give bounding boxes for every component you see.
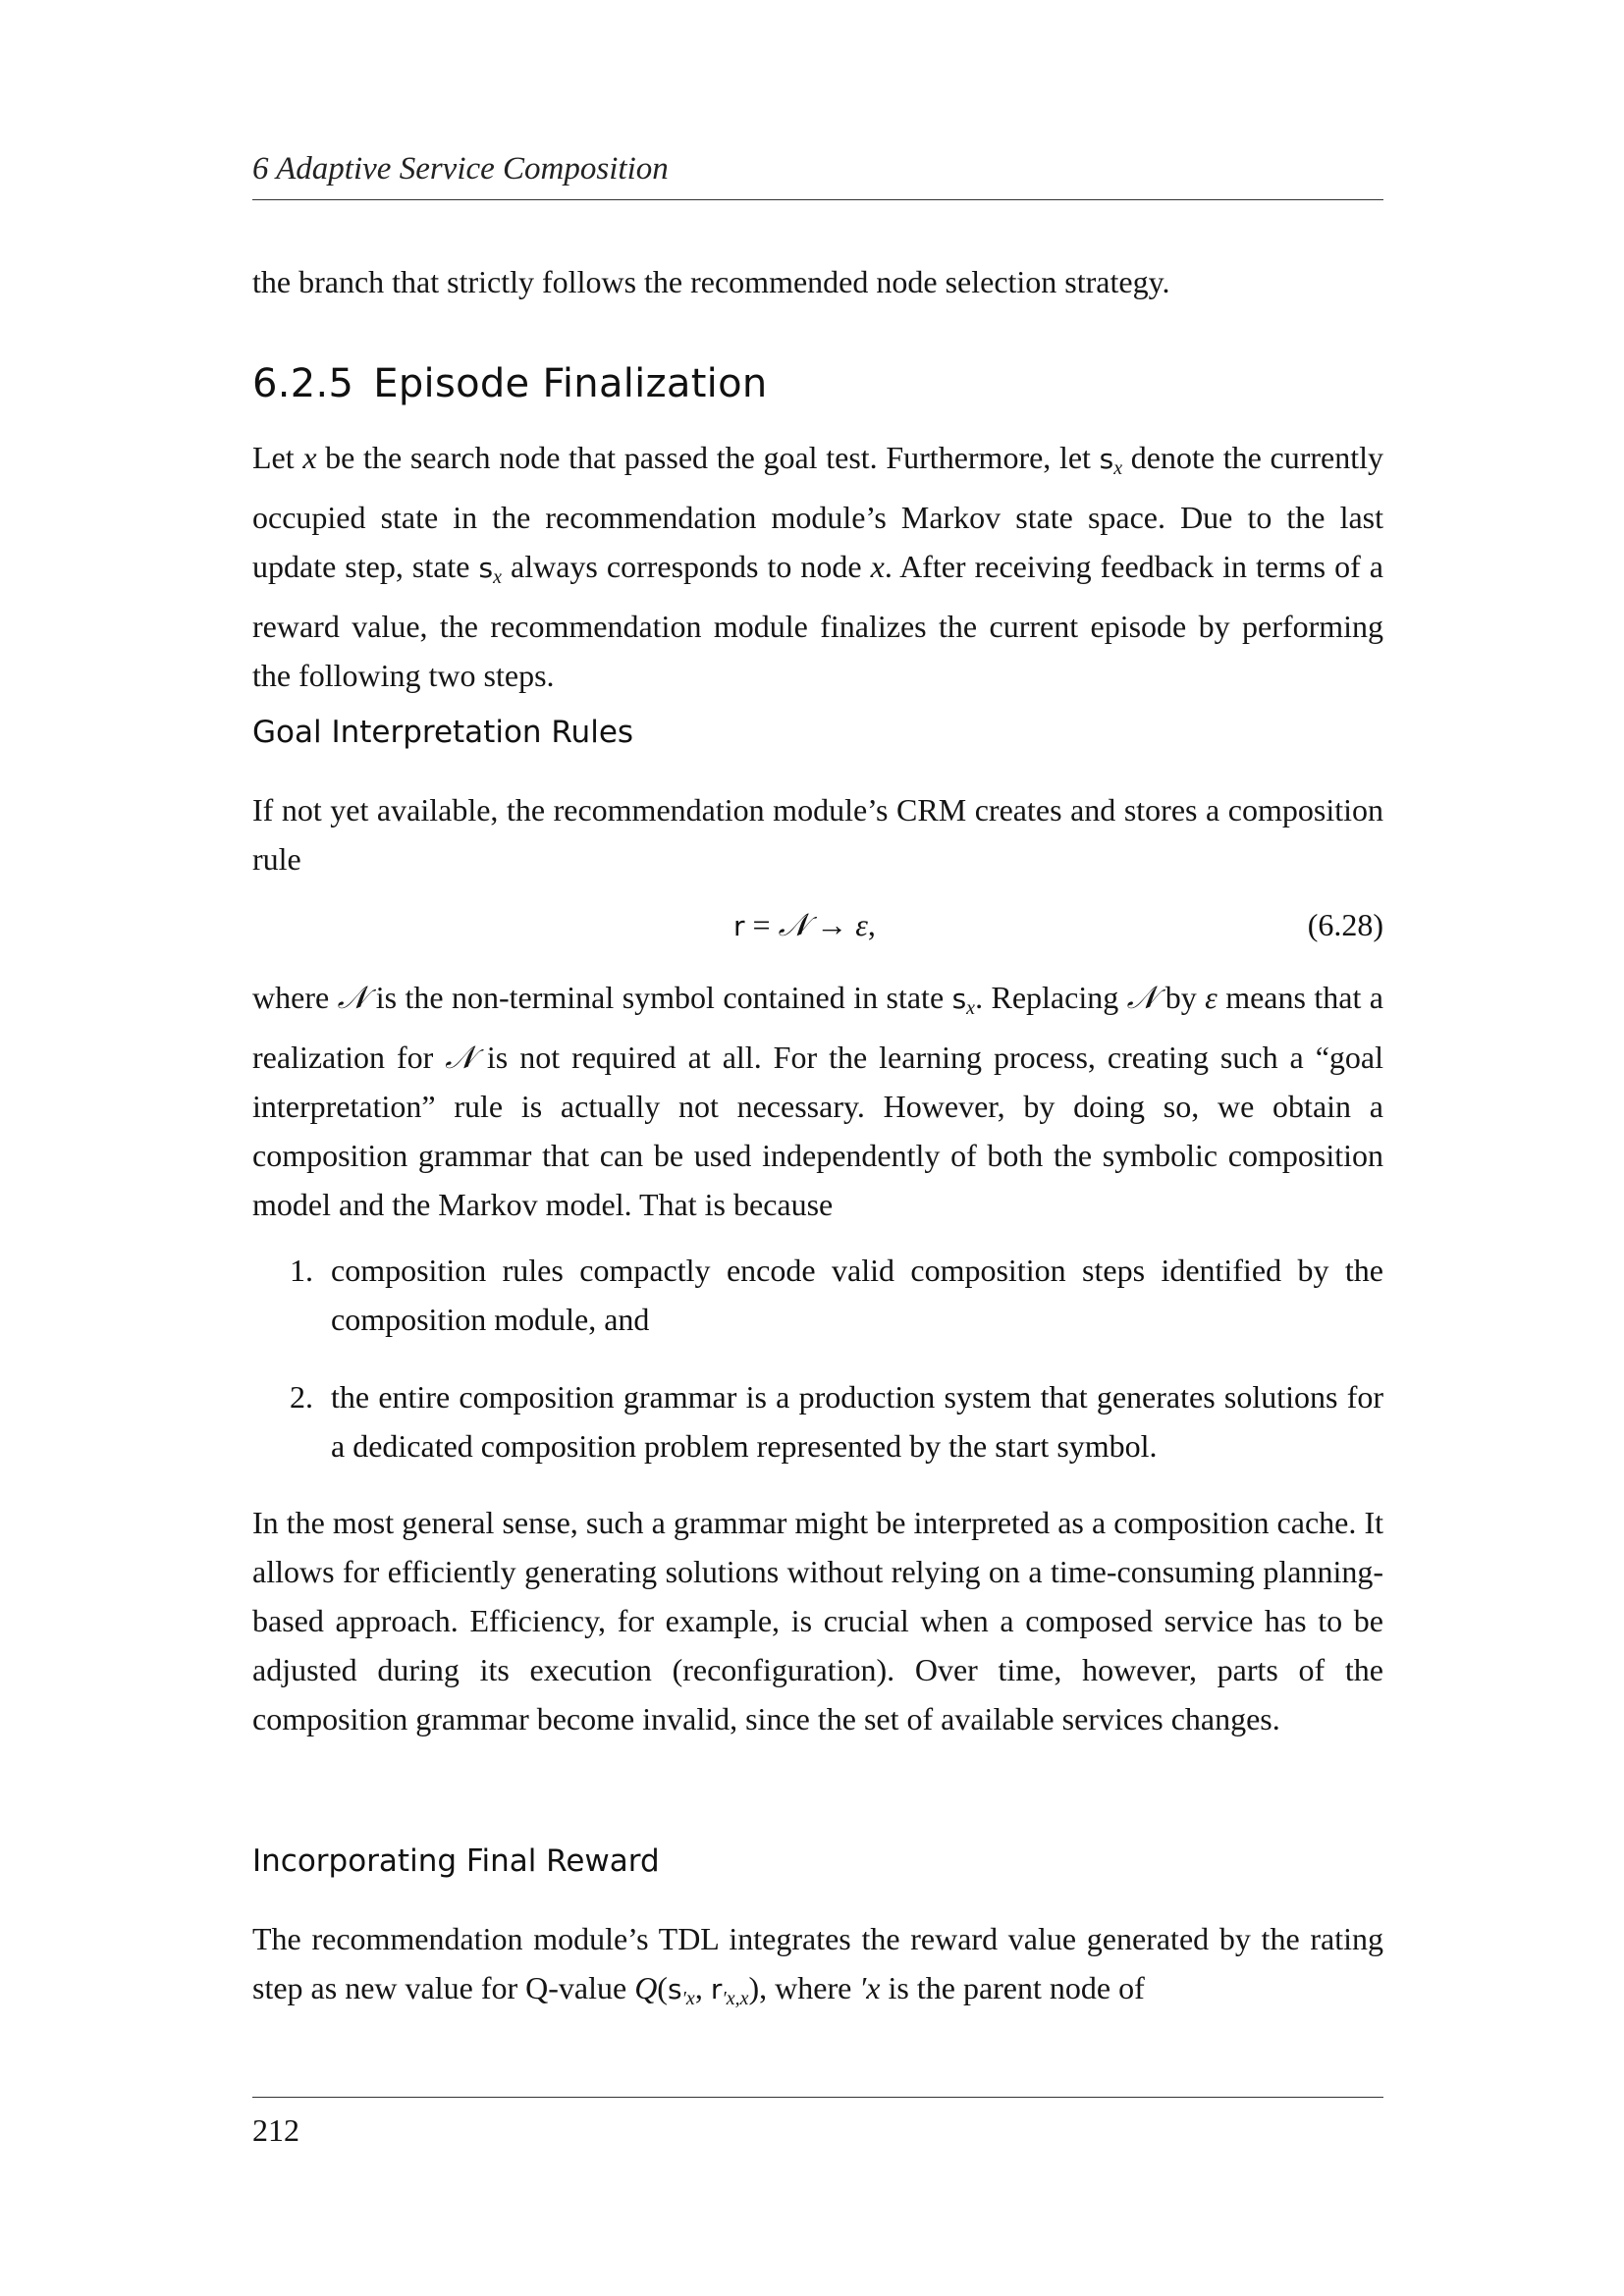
page [252,0,1383,2296]
equation-number: (6.28) [1307,907,1383,942]
text-run: denote the currently occupied state in the recommendation module’s Markov state space. Due to the last update step, state [252,440,1384,584]
text-run: , where [759,1970,860,2005]
math-var-x: x [870,549,885,584]
section-heading [252,359,768,408]
math-paren: ( [657,1970,668,2005]
list-marker: 2. [290,1379,313,1415]
text-run: Let [252,440,303,475]
math-epsilon: ε [1205,980,1218,1015]
math-subscript: x [966,997,976,1019]
text-run: where [252,980,338,1015]
math-comma: , [867,907,876,942]
math-state-s: s [1099,443,1114,475]
equation-body [733,900,876,951]
text-run: by [1157,980,1206,1015]
list-marker: 1. [290,1253,313,1288]
section-number: 6.2.5 [252,361,354,406]
math-subscript: x [493,566,502,588]
math-q-value: Q [634,1970,658,2005]
header-rule [252,199,1383,200]
text-run: . After receiving feedback in terms of a reward value, the recommendation module finalizes the current episode by performing the following two steps. [252,549,1384,693]
math-nonterminal: 𝒩 [1126,980,1158,1015]
math-state-s: s [478,552,494,584]
text-run: . Replacing [975,980,1127,1015]
math-nonterminal: 𝒩 [778,907,809,942]
running-head: 6 Adaptive Service Composition [252,151,669,187]
math-paren: ) [748,1970,760,2005]
footer-rule [252,2097,1383,2098]
paragraph-composition-cache: In the most general sense, such a grammar might be interpreted as a composition cache. It allows for efficiently generating solutions without relying on a time-consuming planning-based approach. Efficiency, for example, is crucial when a composed service has to be adjusted during its execution (reconfiguration). Over time, however, parts of the composition grammar become invalid, since the set of available services changes. [252,1505,1383,1736]
math-rule-r: r [733,910,745,942]
math-parent-node: ′x [859,1970,881,2005]
math-separator: , [694,1970,711,2005]
text-run: always corresponds to node [502,549,871,584]
math-epsilon: ε [855,907,868,942]
paragraph-nonterminal [252,973,1383,1229]
subsection-heading-final-reward: Incorporating Final Reward [252,1843,660,1879]
equation-6-28 [252,900,1383,949]
page-number: 212 [252,2112,299,2148]
list-item [252,1246,1383,1344]
math-subscript: ′x [681,1988,695,2009]
intro-line: the branch that strictly follows the recommended node selection strategy. [252,264,1170,299]
list-item-text: the entire composition grammar is a production system that generates solutions for a dedicated composition problem represented by the start symbol. [331,1379,1383,1464]
math-arrow: → [808,907,856,942]
paragraph-final-reward [252,1914,1383,2023]
section-title: Episode Finalization [373,361,768,406]
subsection-heading-goal-interpretation: Goal Interpretation Rules [252,715,634,750]
math-subscript: x [1113,457,1123,479]
list-item-text: composition rules compactly encode valid composition steps identified by the composition module, and [331,1253,1383,1337]
math-state-s: s [951,983,967,1015]
text-run: is the parent node of [880,1970,1145,2005]
text-run: The recommendation module’s TDL integrates the reward value generated by the rating step as new value for Q-value [252,1921,1383,2005]
math-state-s: s [667,1973,682,2005]
text-run: means that a realization for [252,980,1384,1075]
math-var-x: x [302,440,317,475]
math-equals: = [744,907,779,942]
text-run: be the search node that passed the goal test. Furthermore, let [316,440,1100,475]
paragraph-episode-finalization [252,433,1383,700]
math-nonterminal: 𝒩 [337,980,368,1015]
math-nonterminal: 𝒩 [445,1040,475,1075]
math-rule-r: r [710,1973,723,2005]
math-subscript: ′x,x [722,1988,749,2009]
text-run: is the non-terminal symbol contained in state [367,980,952,1015]
paragraph-crm-rule: If not yet available, the recommendation module’s CRM creates and stores a composition rule [252,792,1383,877]
text-run: is not required at all. For the learning process, creating such a “goal interpretation” rule is actually not necessary. However, by doing so, we obtain a composition grammar that can be used independently of both the symbolic composition model and the Markov model. That is because [252,1040,1384,1222]
list-item [252,1372,1383,1470]
